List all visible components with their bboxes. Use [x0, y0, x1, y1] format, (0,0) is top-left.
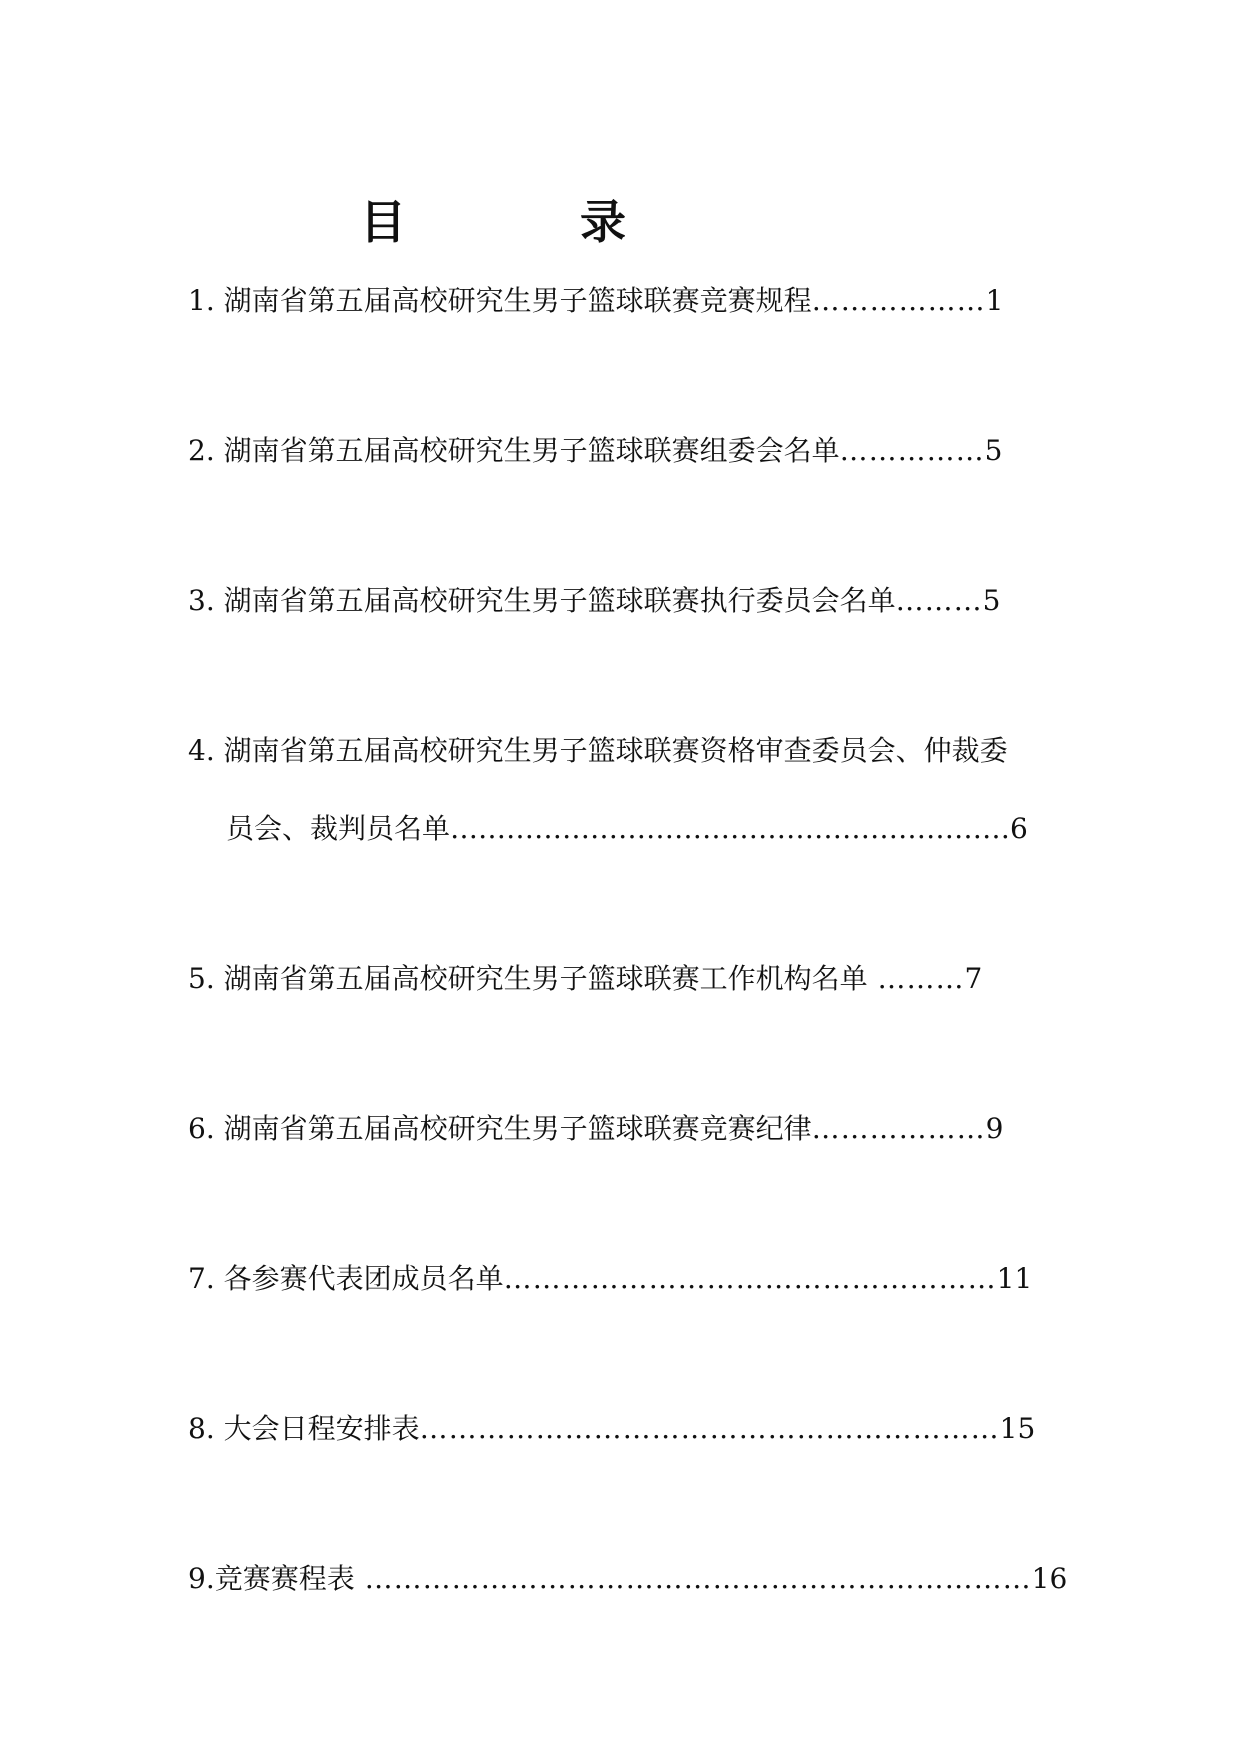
toc-leader-dots: ……………………………………………………	[419, 1412, 1000, 1445]
toc-page-number: 11	[996, 1262, 1033, 1295]
toc-page-number: 15	[999, 1412, 1036, 1445]
toc-entry-title: 湖南省第五届高校研究生男子篮球联赛组委会名单	[223, 434, 840, 467]
toc-entry-number: 9.	[188, 1562, 215, 1595]
toc-entry-8[interactable]	[188, 1409, 1035, 1449]
toc-page-number: 16	[1031, 1562, 1068, 1595]
toc-entry-number: 5.	[188, 962, 215, 995]
toc-entry-7[interactable]	[188, 1259, 1032, 1299]
toc-leader-dots: ……………………………………………	[503, 1262, 997, 1295]
toc-page-number: 5	[984, 434, 1003, 467]
toc-entry-title: 大会日程安排表	[223, 1412, 420, 1445]
toc-entry-title: 湖南省第五届高校研究生男子篮球联赛竞赛纪律	[223, 1112, 812, 1145]
toc-entry-4-continuation[interactable]	[226, 809, 1028, 849]
toc-leader-dots: ………	[895, 584, 983, 617]
toc-entry-title: 竞赛赛程表	[214, 1562, 355, 1595]
toc-entry-9[interactable]	[188, 1559, 1067, 1599]
toc-leader-dots: ………	[867, 962, 965, 995]
toc-leader-dots: ………………	[811, 1112, 986, 1145]
toc-leader-dots: ……………	[839, 434, 985, 467]
toc-leader-dots: ……………………………………………………………	[354, 1562, 1032, 1595]
toc-entry-number: 6.	[188, 1112, 215, 1145]
toc-page-number: 7	[964, 962, 983, 995]
toc-entry-3[interactable]	[188, 581, 1000, 621]
toc-entry-number: 2.	[188, 434, 215, 467]
toc-entry-title: 湖南省第五届高校研究生男子篮球联赛执行委员会名单	[223, 584, 896, 617]
page-title: 目 录	[360, 195, 690, 249]
toc-leader-dots: ………………	[811, 284, 986, 317]
toc-entry-number: 7.	[188, 1262, 215, 1295]
toc-page-number: 1	[985, 284, 1004, 317]
toc-page-number: 6	[1010, 812, 1028, 845]
toc-page-number: 9	[985, 1112, 1004, 1145]
toc-entry-number: 8.	[188, 1412, 215, 1445]
toc-entry-4[interactable]	[188, 731, 1008, 771]
toc-entry-title: 湖南省第五届高校研究生男子篮球联赛竞赛规程	[223, 284, 812, 317]
toc-entry-title: 各参赛代表团成员名单	[223, 1262, 504, 1295]
toc-entry-2[interactable]	[188, 431, 1002, 471]
toc-entry-number: 3.	[188, 584, 215, 617]
toc-entry-number: 4.	[188, 734, 215, 767]
toc-entry-title: 湖南省第五届高校研究生男子篮球联赛资格审查委员会、仲裁委	[223, 734, 1008, 767]
toc-entry-title-continuation: 员会、裁判员名单	[226, 812, 451, 845]
toc-entry-5[interactable]	[188, 959, 982, 999]
toc-page-number: 5	[982, 584, 1001, 617]
toc-entry-1[interactable]	[188, 281, 1003, 321]
toc-leader-dots: ……………………………………………………	[450, 812, 1011, 845]
toc-entry-title: 湖南省第五届高校研究生男子篮球联赛工作机构名单	[223, 962, 868, 995]
toc-entry-6[interactable]	[188, 1109, 1003, 1149]
toc-entry-number: 1.	[188, 284, 215, 317]
